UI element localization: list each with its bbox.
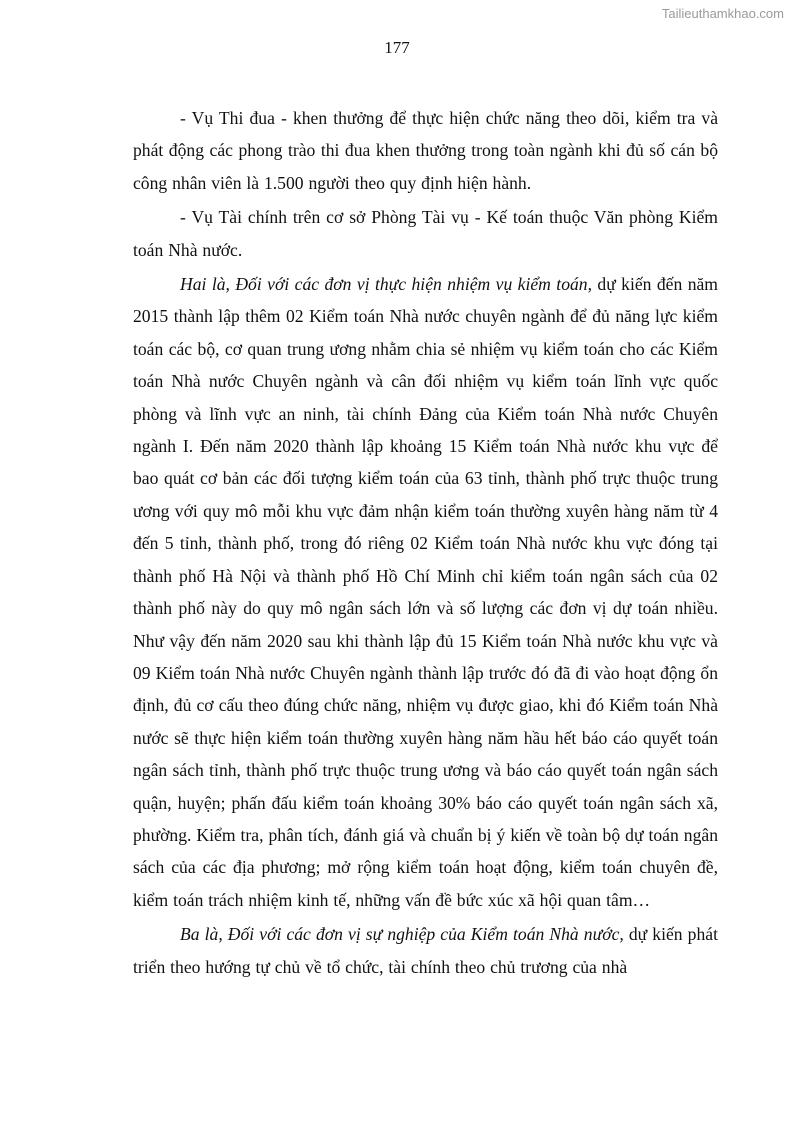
paragraph-vu-tai-chinh (133, 201, 718, 266)
paragraph-ba-la (133, 918, 718, 983)
paragraph-text: - Vụ Tài chính trên cơ sở Phòng Tài vụ - Kế toán thuộc Văn phòng Kiểm toán Nhà nước. (133, 207, 718, 260)
watermark: Tailieuthamkhao.com (661, 6, 784, 21)
document-body (133, 102, 718, 983)
paragraph-lead: Hai là, Đối với các đơn vị thực hiện nhiệm vụ kiểm toán, (180, 274, 592, 295)
paragraph-text: dự kiến đến năm 2015 thành lập thêm 02 Kiểm toán Nhà nước chuyên ngành để đủ năng lực kiểm toán các bộ, cơ quan trung ương nhằm chia sẻ nhiệm vụ kiểm toán cho các Kiểm toán Nhà nước Chuyên ngành và cân đối nhiệm vụ kiểm toán lĩnh vực quốc phòng và lĩnh vực an ninh, tài chính Đảng của Kiểm toán Nhà nước Chuyên ngành I. Đến năm 2020 thành lập khoảng 15 Kiểm toán Nhà nước khu vực để bao quát cơ bản các đối tượng kiểm toán của 63 tỉnh, thành phố trực thuộc trung ương với quy mô mỗi khu vực đảm nhận kiểm toán thường xuyên hàng năm từ 4 đến 5 tỉnh, thành phố, trong đó riêng 02 Kiểm toán Nhà nước khu vực đóng tại thành phố Hà Nội và thành phố Hồ Chí Minh chỉ kiểm toán ngân sách của 02 thành phố này do quy mô ngân sách lớn và số lượng các đơn vị dự toán nhiều. Như vậy đến năm 2020 sau khi thành lập đủ 15 Kiểm toán Nhà nước khu vực và 09 Kiểm toán Nhà nước Chuyên ngành thành lập trước đó đã đi vào hoạt động ổn định, đủ cơ cấu theo đúng chức năng, nhiệm vụ được giao, khi đó Kiểm toán Nhà nước sẽ thực hiện kiểm toán thường xuyên hàng năm hầu hết báo cáo quyết toán ngân sách tỉnh, thành phố trực thuộc trung ương và báo cáo quyết toán ngân sách quận, huyện; phấn đấu kiểm toán khoảng 30% báo cáo quyết toán ngân sách xã, phường. Kiểm tra, phân tích, đánh giá và chuẩn bị ý kiến về toàn bộ dự toán ngân sách của các địa phương; mở rộng kiểm toán hoạt động, kiểm toán chuyên đề, kiểm toán trách nhiệm kinh tế, những vấn đề bức xúc xã hội quan tâm… (133, 274, 718, 910)
paragraph-text: dự kiến phát triển theo hướng tự chủ về tổ chức, tài chính theo chủ trương của nhà (133, 924, 718, 977)
paragraph-vu-thi-dua (133, 102, 718, 199)
paragraph-hai-la (133, 268, 718, 916)
paragraph-lead: Ba là, Đối với các đơn vị sự nghiệp của Kiểm toán Nhà nước, (180, 924, 624, 945)
paragraph-text: - Vụ Thi đua - khen thưởng để thực hiện chức năng theo dõi, kiểm tra và phát động các phong trào thi đua khen thưởng trong toàn ngành khi đủ số cán bộ công nhân viên là 1.500 người theo quy định hiện hành. (133, 108, 718, 193)
page-number: 177 (384, 38, 410, 57)
